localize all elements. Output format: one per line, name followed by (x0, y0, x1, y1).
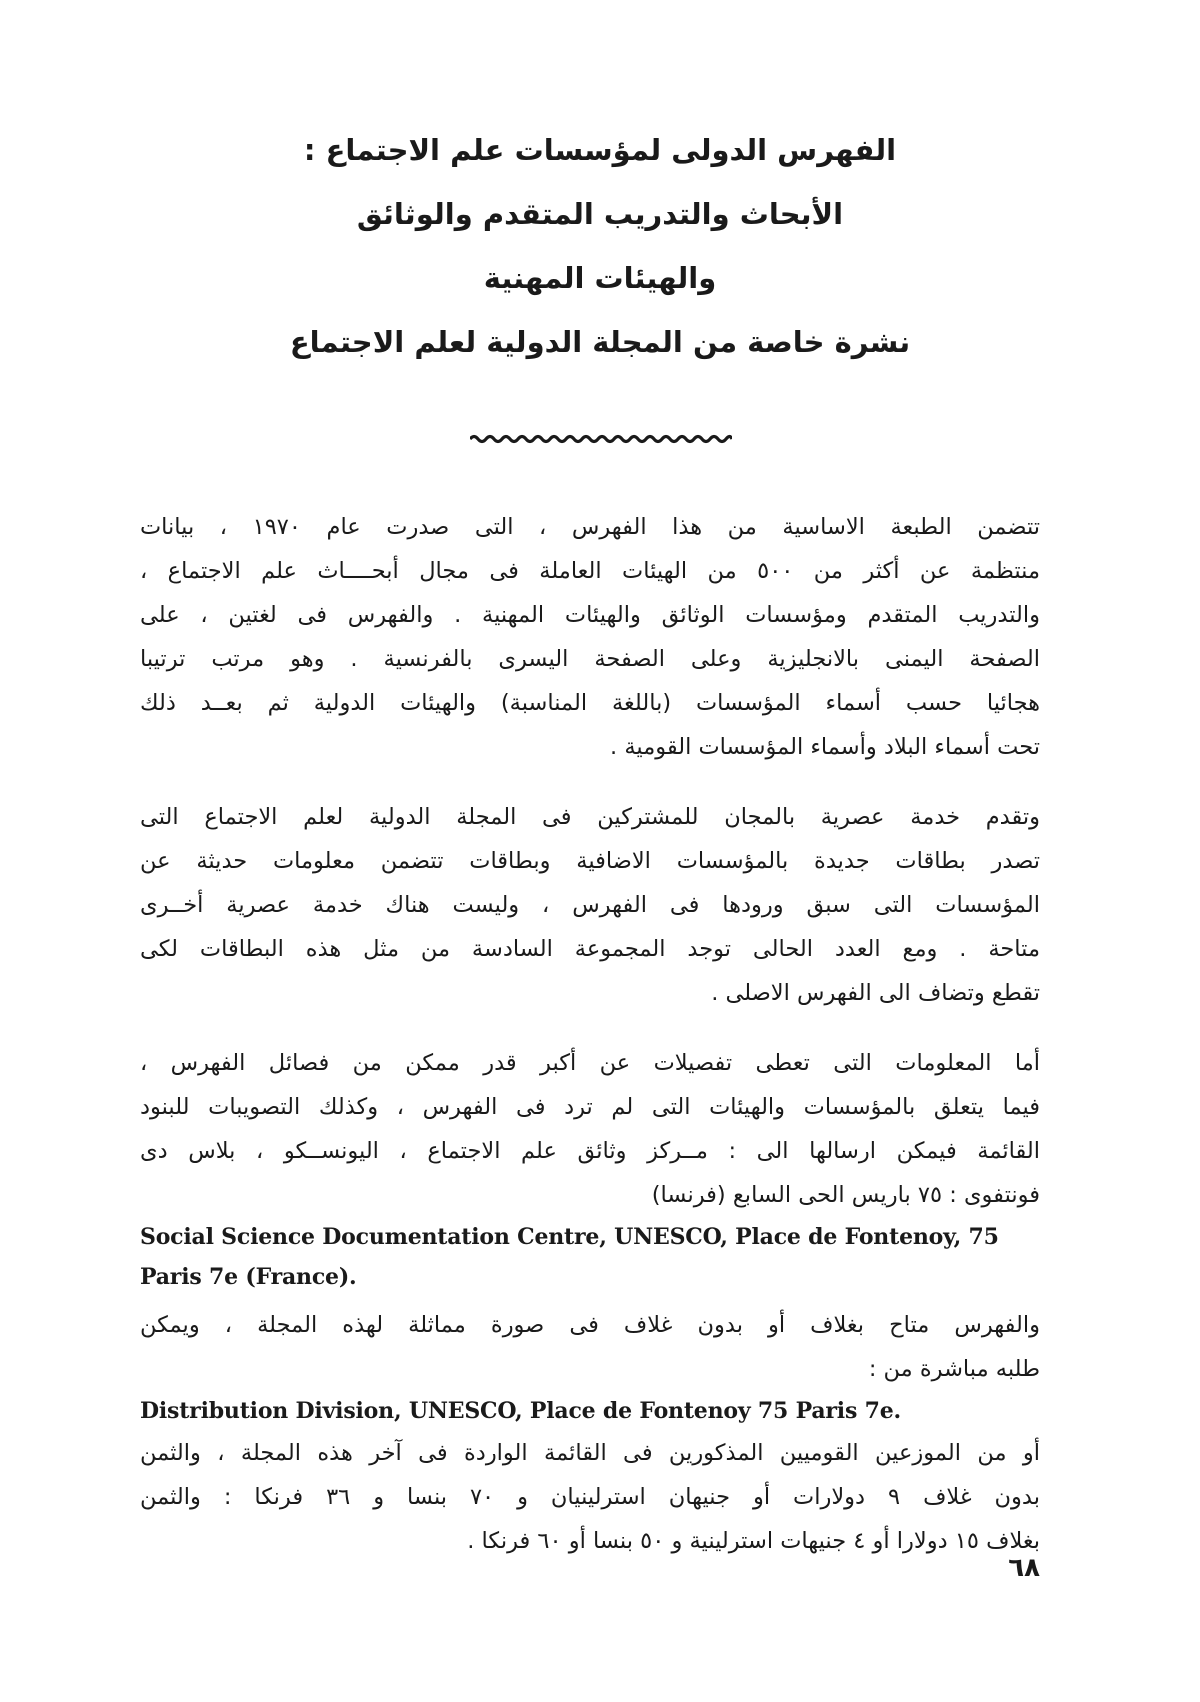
title-line-3: والهيئات المهنية (483, 261, 717, 295)
paragraph-line: الصفحة اليمنى بالانجليزية وعلى الصفحة اليسرى بالفرنسية . وهو مرتب ترتيبا (140, 646, 1040, 672)
address-distribution-division (140, 1391, 1040, 1431)
paragraph-line: والفهرس متاح بغلاف أو بدون غلاف فى صورة مماثلة لهذه المجلة ، ويمكن (140, 1312, 1040, 1338)
paragraph-line: منتظمة عن أكثر من ٥٠٠ من الهيئات العاملة فى مجال أبحــــاث علم الاجتماع ، (140, 558, 1041, 584)
body-text (140, 505, 1040, 1563)
paragraph-line: بغلاف ١٥ دولارا أو ٤ جنيهات استرلينية و ٥٠ بنسا أو ٦٠ فرنكا . (467, 1528, 1040, 1554)
paragraph-pricing (140, 1431, 1040, 1563)
paragraph-line: تحت أسماء البلاد وأسماء المؤسسات القومية . (610, 734, 1040, 760)
address-line: Distribution Division, UNESCO, Place de Fontenoy 75 Paris 7e. (140, 1398, 901, 1424)
paragraph-line: أو من الموزعين القوميين المذكورين فى القائمة الواردة فى آخر هذه المجلة ، والثمن (140, 1440, 1040, 1466)
paragraph-line: طلبه مباشرة من : (868, 1356, 1040, 1382)
paragraph-line: فونتفوى : ٧٥ باريس الحى السابع (فرنسا) (651, 1182, 1040, 1208)
paragraph-update-service (140, 795, 1040, 1015)
paragraph-line: المؤسسات التى سبق ورودها فى الفهرس ، وليست هناك خدمة عصرية أخــرى (140, 892, 1040, 918)
paragraph-line: هجائيا حسب أسماء المؤسسات (باللغة المناسبة) والهيئات الدولية ثم بعــد ذلك (140, 690, 1040, 716)
paragraph-line: بدون غلاف ٩ دولارات أو جنيهان استرلينيان و ٧٠ بنسا و ٣٦ فرنكا : والثمن (140, 1484, 1040, 1510)
paragraph-submissions (140, 1041, 1040, 1217)
paragraph-line: متاحة . ومع العدد الحالى توجد المجموعة السادسة من مثل هذه البطاقات لكى (140, 936, 1040, 962)
paragraph-line: تصدر بطاقات جديدة بالمؤسسات الاضافية وبطاقات تتضمن معلومات حديثة عن (140, 848, 1040, 874)
paragraph-line: تقطع وتضاف الى الفهرس الاصلى . (711, 980, 1040, 1006)
page-number: ٦٨ (1008, 1553, 1040, 1583)
title-line-2: الأبحاث والتدريب المتقدم والوثائق (356, 197, 844, 231)
title-line-4: نشرة خاصة من المجلة الدولية لعلم الاجتماع (289, 325, 911, 359)
paragraph-line: تتضمن الطبعة الاساسية من هذا الفهرس ، التى صدرت عام ١٩٧٠ ، بيانات (140, 514, 1041, 540)
address-line: Paris 7e (France). (140, 1264, 357, 1290)
paragraph-line: فيما يتعلق بالمؤسسات والهيئات التى لم ترد فى الفهرس ، وكذلك التصويبات للبنود (140, 1094, 1040, 1120)
paragraph-line: أما المعلومات التى تعطى تفصيلات عن أكبر قدر ممكن من فصائل الفهرس ، (140, 1050, 1040, 1076)
title-line-1: الفهرس الدولى لمؤسسات علم الاجتماع : (303, 133, 897, 167)
wavy-divider (470, 432, 732, 446)
paragraph-index-description (140, 505, 1040, 769)
address-line: Social Science Documentation Centre, UNESCO, Place de Fontenoy, 75 (140, 1224, 999, 1250)
paragraph-availability (140, 1303, 1040, 1391)
title-block (200, 118, 1000, 374)
paragraph-line: وتقدم خدمة عصرية بالمجان للمشتركين فى المجلة الدولية لعلم الاجتماع التى (140, 804, 1040, 830)
paragraph-line: والتدريب المتقدم ومؤسسات الوثائق والهيئات المهنية . والفهرس فى لغتين ، على (140, 602, 1040, 628)
paragraph-line: القائمة فيمكن ارسالها الى : مــركز وثائق علم الاجتماع ، اليونســكو ، بلاس دى (140, 1138, 1040, 1164)
address-documentation-centre (140, 1217, 1040, 1297)
